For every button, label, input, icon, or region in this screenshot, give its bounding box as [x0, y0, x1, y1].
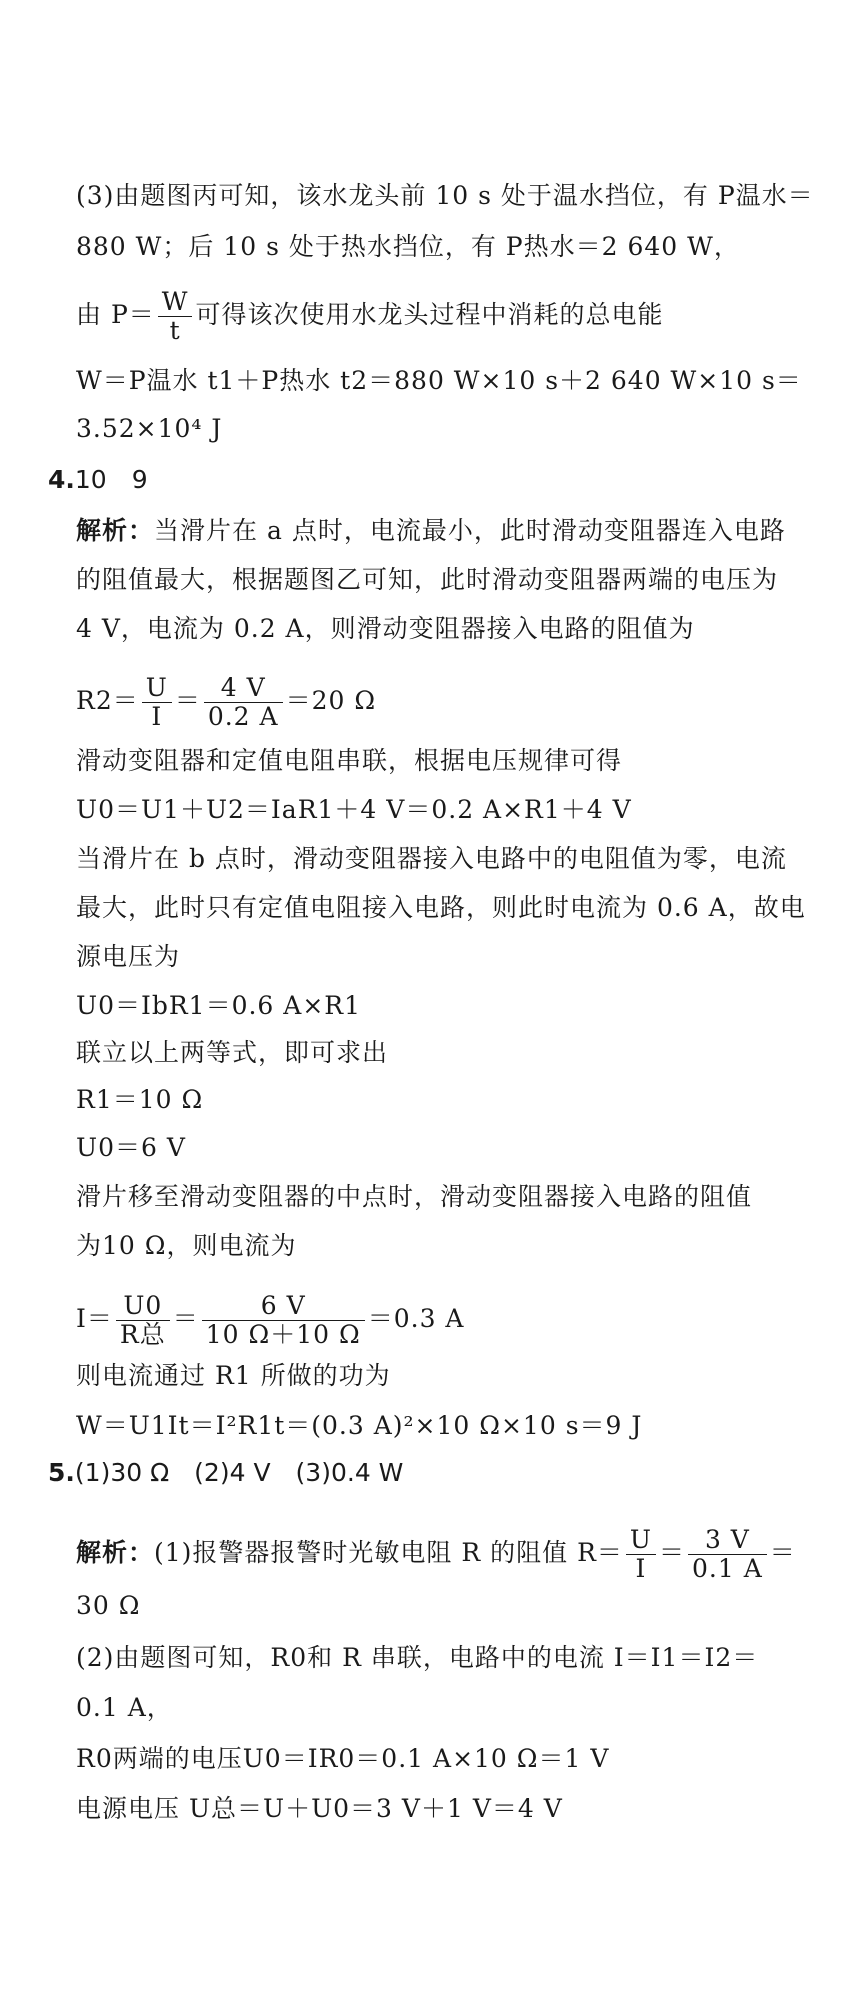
fraction — [116, 1292, 170, 1349]
fraction — [142, 674, 172, 731]
formula-result: ＝0.3 A — [367, 1304, 465, 1333]
fraction-numerator: U0 — [116, 1292, 170, 1321]
text-line: 880 W；后 10 s 处于热水挡位，有 P热水＝2 640 W， — [76, 232, 740, 261]
text-line — [76, 288, 664, 345]
text-line: 滑片移至滑动变阻器的中点时，滑动变阻器接入电路的阻值 — [76, 1182, 753, 1211]
fraction-denominator: 0.1 A — [692, 1554, 763, 1583]
fraction-numerator: U — [626, 1526, 656, 1555]
text-fragment: (1)报警器报警时光敏电阻 R 的阻值 R＝ — [154, 1538, 623, 1567]
formula-lhs: R2＝ — [76, 686, 139, 715]
formula-line: U0＝U1＋U2＝IaR1＋4 V＝0.2 A×R1＋4 V — [76, 795, 632, 824]
text-line: 4 V，电流为 0.2 A，则滑动变阻器接入电路的阻值为 — [76, 614, 695, 643]
fraction-numerator: W — [158, 288, 193, 317]
fraction — [688, 1526, 767, 1583]
formula-line: 3.52×10⁴ J — [76, 414, 223, 443]
analysis-line — [76, 1526, 796, 1583]
question-number: 4. — [48, 465, 75, 494]
text-line: (2)由题图可知，R0和 R 串联，电路中的电流 I＝I1＝I2＝ — [76, 1643, 759, 1672]
formula-line: U0＝IbR1＝0.6 A×R1 — [76, 991, 362, 1020]
text-line: 则电流通过 R1 所做的功为 — [76, 1361, 391, 1390]
text-line: (3)由题图丙可知，该水龙头前 10 s 处于温水挡位，有 P温水＝ — [76, 181, 814, 210]
text-line: 源电压为 — [76, 942, 181, 971]
formula-line: R1＝10 Ω — [76, 1085, 204, 1114]
text-fragment: ＝ — [769, 1538, 796, 1567]
text-line: 的阻值最大，根据题图乙可知，此时滑动变阻器两端的电压为 — [76, 565, 779, 594]
equals-sign: ＝ — [659, 1538, 686, 1567]
text-line: 当滑片在 b 点时，滑动变阻器接入电路中的电阻值为零，电流 — [76, 844, 787, 873]
fraction-denominator: 0.2 A — [207, 702, 279, 731]
formula-line: U0＝6 V — [76, 1133, 186, 1162]
fraction-numerator: U — [142, 674, 172, 703]
question-4-answer — [48, 462, 148, 498]
formula-line: 0.1 A， — [76, 1693, 173, 1722]
fraction-denominator: I — [635, 1554, 647, 1583]
equals-sign: ＝ — [172, 1304, 199, 1333]
analysis-line — [76, 513, 786, 549]
answer-text: (1)30 Ω (2)4 V (3)0.4 W — [74, 1458, 404, 1487]
answer-text: 10 9 — [74, 465, 148, 494]
analysis-label: 解析： — [76, 1538, 155, 1567]
fraction-numerator: 6 V — [202, 1292, 365, 1321]
formula-line — [76, 1292, 464, 1349]
fraction — [158, 288, 193, 345]
formula-line: 30 Ω — [76, 1591, 141, 1620]
fraction — [626, 1526, 656, 1583]
fraction-denominator: R总 — [119, 1320, 166, 1349]
fraction-denominator: 10 Ω＋10 Ω — [205, 1320, 361, 1349]
text-fragment: 可得该次使用水龙头过程中消耗的总电能 — [195, 300, 664, 329]
fraction-numerator: 3 V — [688, 1526, 767, 1555]
text-fragment: 当滑片在 a 点时，电流最小，此时滑动变阻器连入电路 — [154, 516, 786, 545]
fraction-denominator: I — [151, 702, 163, 731]
fraction-numerator: 4 V — [204, 674, 283, 703]
question-5-answer — [48, 1455, 403, 1491]
formula-line — [76, 674, 376, 731]
formula-line: W＝P温水 t1＋P热水 t2＝880 W×10 s＋2 640 W×10 s＝ — [76, 366, 802, 395]
text-line: 联立以上两等式，即可求出 — [76, 1038, 389, 1067]
fraction — [202, 1292, 365, 1349]
formula-line: R0两端的电压U0＝IR0＝0.1 A×10 Ω＝1 V — [76, 1744, 610, 1773]
question-number: 5. — [48, 1458, 75, 1487]
text-line: 滑动变阻器和定值电阻串联，根据电压规律可得 — [76, 746, 623, 775]
formula-result: ＝20 Ω — [285, 686, 377, 715]
text-line: 为10 Ω，则电流为 — [76, 1231, 297, 1260]
formula-line: W＝U1It＝I²R1t＝(0.3 A)²×10 Ω×10 s＝9 J — [76, 1411, 643, 1440]
text-fragment: 由 P＝ — [76, 300, 155, 329]
formula-line: 电源电压 U总＝U＋U0＝3 V＋1 V＝4 V — [76, 1794, 563, 1823]
equals-sign: ＝ — [174, 686, 201, 715]
text-line: 最大，此时只有定值电阻接入电路，则此时电流为 0.6 A，故电 — [76, 893, 806, 922]
fraction — [204, 674, 283, 731]
formula-lhs: I＝ — [76, 1304, 113, 1333]
fraction-denominator: t — [169, 316, 181, 345]
analysis-label: 解析： — [76, 516, 155, 545]
